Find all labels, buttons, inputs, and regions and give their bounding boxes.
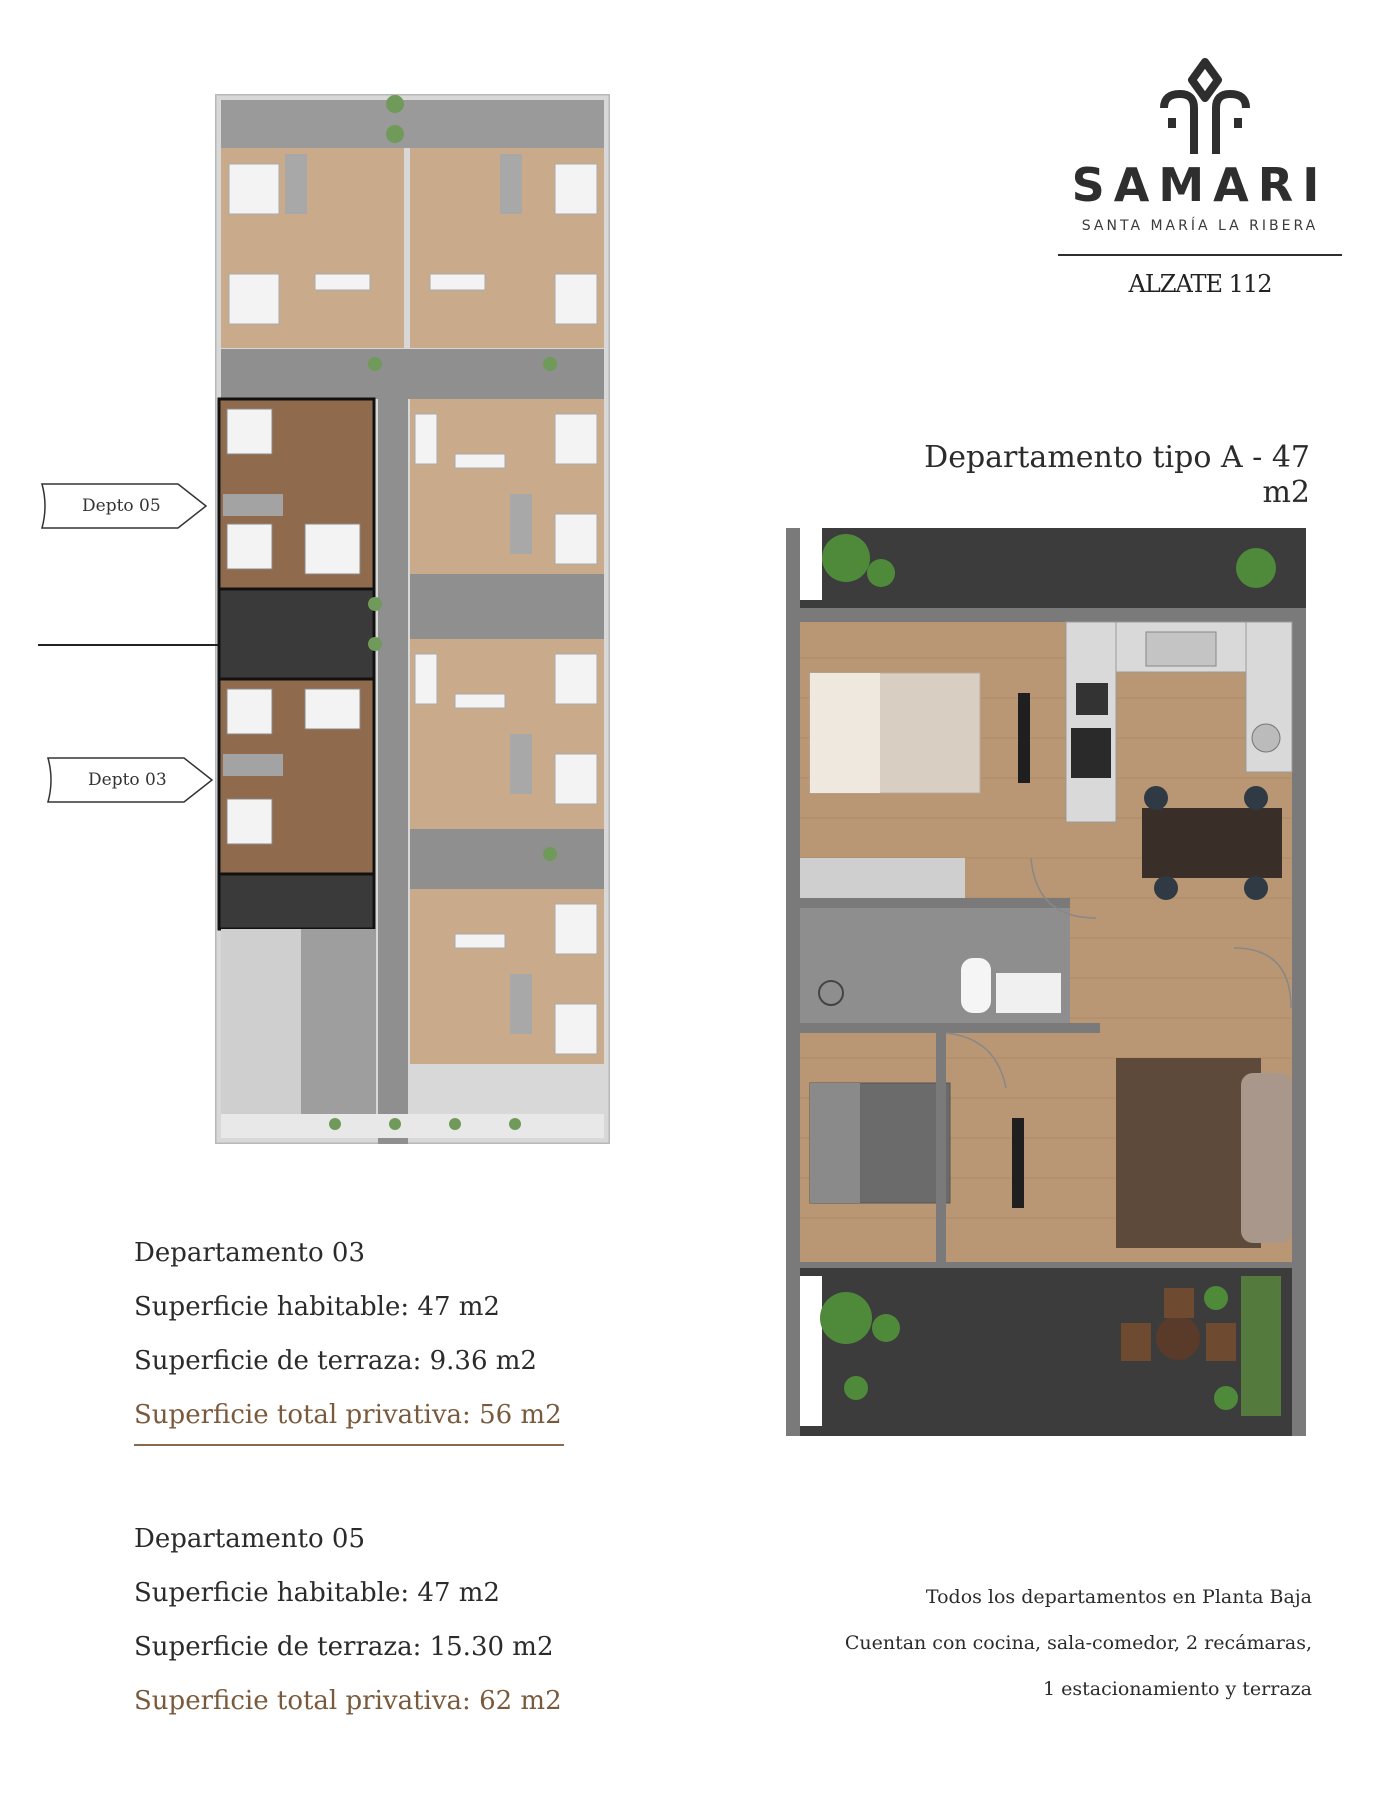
dept-05-habitable: Superficie habitable: 47 m2 xyxy=(134,1578,500,1608)
dept-05-terrace: Superficie de terraza: 15.30 m2 xyxy=(134,1632,554,1662)
dept-03-terrace: Superficie de terraza: 9.36 m2 xyxy=(134,1346,537,1376)
site-floor-plan xyxy=(215,94,610,1144)
brand-name: SAMARI xyxy=(1071,158,1329,212)
brand-divider xyxy=(1058,254,1342,256)
samari-logo-icon xyxy=(1150,58,1260,158)
pointer-line xyxy=(38,644,218,646)
depto-05-label: Depto 05 xyxy=(82,496,161,516)
dept-05-name: Departamento 05 xyxy=(134,1524,365,1554)
note-line-2: Cuentan con cocina, sala-comedor, 2 recámaras, xyxy=(844,1632,1312,1654)
note-line-3: 1 estacionamiento y terraza xyxy=(1043,1678,1312,1700)
dept-03-total: Superficie total privativa: 56 m2 xyxy=(134,1400,562,1430)
unit-floor-plan xyxy=(786,528,1306,1436)
dept-divider xyxy=(134,1444,564,1446)
note-line-1: Todos los departamentos en Planta Baja xyxy=(925,1586,1312,1608)
brand-address: ALZATE 112 xyxy=(1128,270,1272,298)
unit-plan-title: Departamento tipo A - 47 m2 xyxy=(924,440,1310,510)
dept-05-total: Superficie total privativa: 62 m2 xyxy=(134,1686,562,1716)
brand-subtitle: SANTA MARÍA LA RIBERA xyxy=(1081,218,1319,234)
dept-03-habitable: Superficie habitable: 47 m2 xyxy=(134,1292,500,1322)
dept-03-name: Departamento 03 xyxy=(134,1238,365,1268)
depto-03-label: Depto 03 xyxy=(88,770,167,790)
